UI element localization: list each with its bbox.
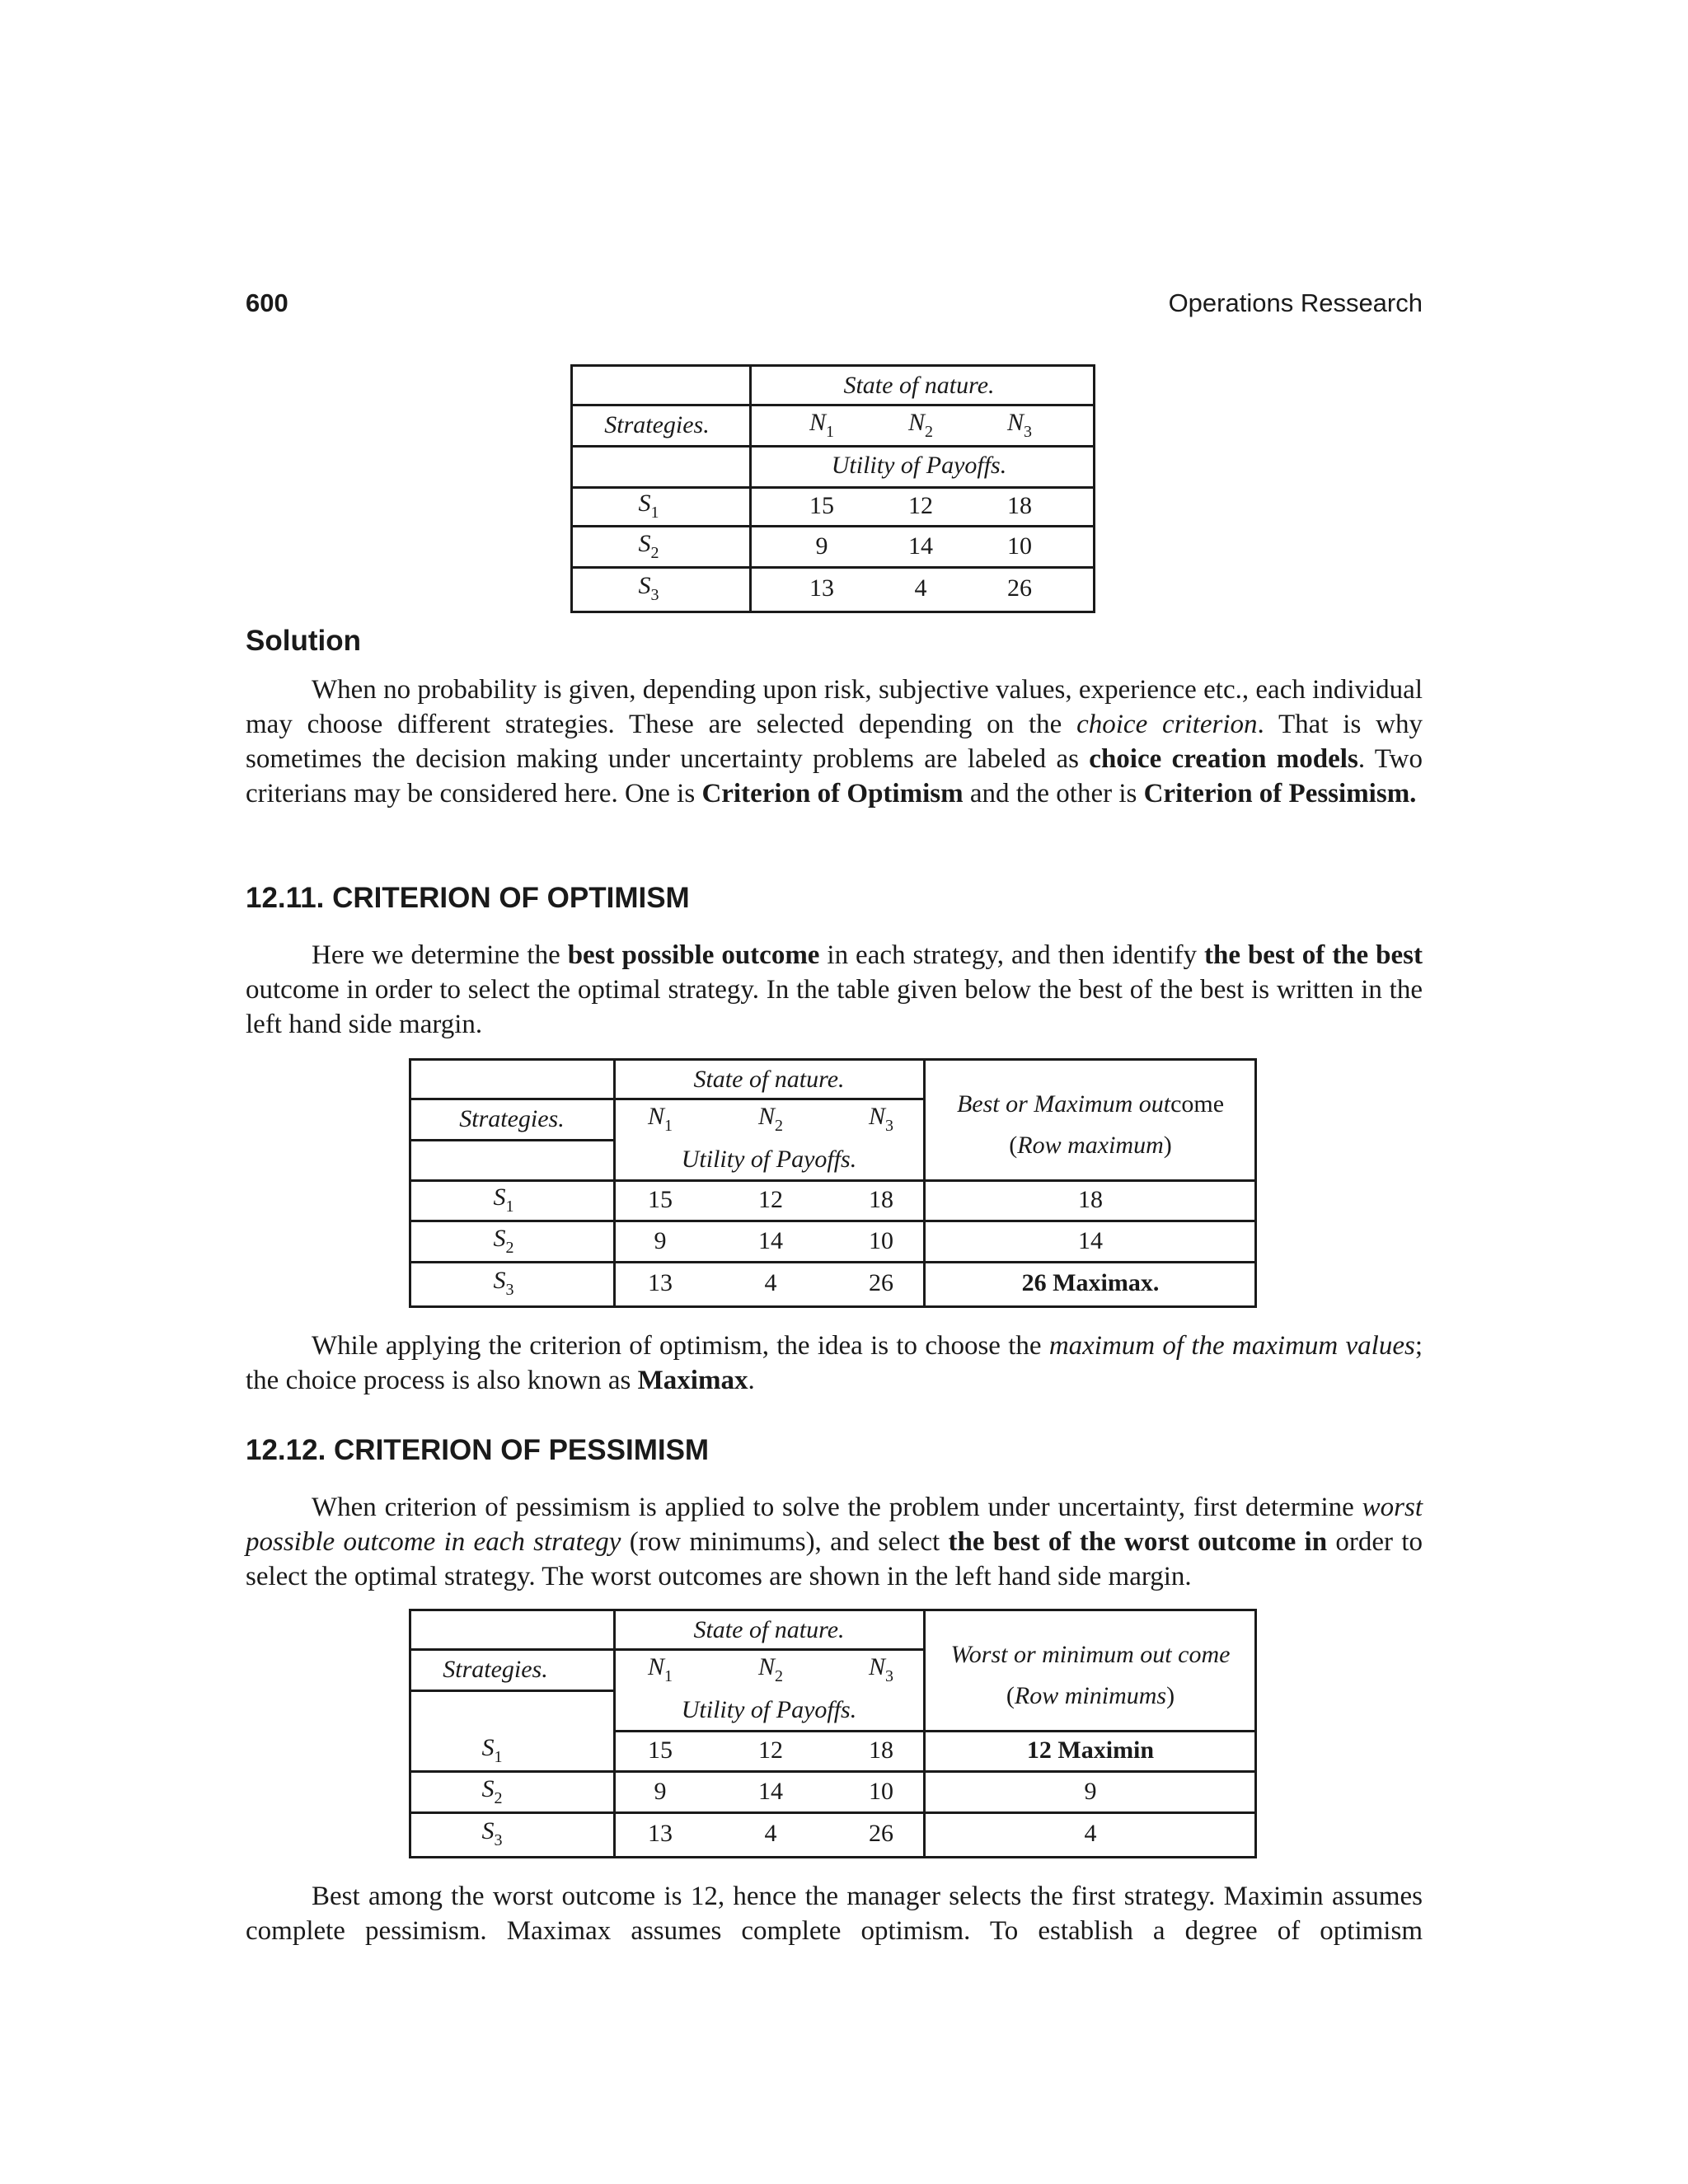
cell: 13	[648, 1269, 673, 1296]
result-header: Worst or minimum out come	[950, 1641, 1231, 1668]
strategies-label: Strategies.	[443, 1656, 548, 1683]
result-cell: 9	[1084, 1778, 1097, 1805]
cell: 15	[648, 1736, 673, 1764]
row-label-s2: $S_2$	[493, 1225, 514, 1257]
row-label-s2: $S_2$	[481, 1775, 503, 1807]
row-label-s3: $S_3$	[638, 572, 659, 604]
payoff-table	[570, 364, 1095, 613]
cell: 10	[869, 1778, 893, 1805]
row-label-s1: $S_1$	[638, 490, 659, 522]
strategies-label: Strategies.	[459, 1105, 565, 1132]
result-cell: 4	[1084, 1820, 1097, 1847]
cell: 18	[869, 1186, 893, 1213]
running-title: Operations Ressearch	[1168, 288, 1423, 317]
cell: 9	[654, 1778, 667, 1805]
cell: 13	[809, 574, 834, 602]
cell: 10	[869, 1227, 893, 1254]
column-header-n3: $N_3$	[1006, 409, 1033, 441]
optimism-paragraph: Here we determine the best possible outcome in each strategy, and then identify the best of the best outcome in order to select the optimal strategy. In the table given below the best of the best is written in the left hand side margin.	[246, 940, 1423, 1039]
maximax-result: 26 Maximax.	[1021, 1269, 1160, 1296]
state-of-nature-label: State of nature.	[843, 372, 995, 399]
pessimism-heading: 12.12. CRITERION OF PESSIMISM	[246, 1434, 710, 1466]
cell: 26	[869, 1269, 893, 1296]
column-header-n3: $N_3$	[868, 1103, 894, 1135]
result-cell: 14	[1078, 1227, 1103, 1254]
cell: 26	[1007, 574, 1032, 602]
cell: 26	[869, 1820, 893, 1847]
column-header-n1: $N_1$	[809, 409, 835, 441]
utility-label: Utility of Payoffs.	[831, 452, 1007, 479]
utility-label: Utility of Payoffs.	[681, 1146, 857, 1173]
solution-paragraph: When no probability is given, depending upon risk, subjective values, experience etc., each individual may choose different strategies. These are selected depending on the choice criterion. That is why sometimes the decision making under uncertainty problems are labeled as choice creation models. Two criterians may be considered here. One is Criterion of Optimism and the other is Criterion of Pessimism.	[246, 675, 1423, 808]
cell: 10	[1007, 532, 1032, 560]
cell: 14	[758, 1778, 783, 1805]
result-cell: 18	[1078, 1186, 1103, 1213]
result-subheader: (Row maximum)	[1009, 1132, 1172, 1159]
cell: 18	[869, 1736, 893, 1764]
cell: 12	[758, 1736, 783, 1764]
column-header-n2: $N_2$	[757, 1103, 784, 1135]
state-of-nature-label: State of nature.	[693, 1066, 845, 1093]
cell: 14	[758, 1227, 783, 1254]
page-number: 600	[246, 288, 288, 317]
row-label-s2: $S_2$	[638, 530, 659, 562]
cell: 14	[908, 532, 933, 560]
cell: 4	[914, 574, 927, 602]
pessimism-paragraph: When criterion of pessimism is applied to solve the problem under uncertainty, first determine worst possible outcome in each strategy (row minimums), and select the best of the worst outcome in order to select the optimal strategy. The worst outcomes are shown in the left hand side margin.	[246, 1493, 1423, 1591]
utility-label: Utility of Payoffs.	[681, 1696, 857, 1723]
result-header: Best or Maximum outcome	[956, 1090, 1225, 1118]
state-of-nature-label: State of nature.	[693, 1616, 845, 1643]
cell: 13	[648, 1820, 673, 1847]
cell: 15	[648, 1186, 673, 1213]
column-header-n1: $N_1$	[647, 1653, 673, 1685]
cell: 12	[908, 492, 933, 519]
row-label-s1: $S_1$	[481, 1734, 503, 1766]
solution-heading: Solution	[246, 625, 361, 657]
cell: 9	[654, 1227, 667, 1254]
row-label-s1: $S_1$	[493, 1183, 514, 1216]
closing-paragraph: Best among the worst outcome is 12, hence the manager selects the first strategy. Maximin assumes complete pessimism. Maximax assumes complete optimism. To establish a degree of optimism	[246, 1882, 1423, 1946]
cell: 18	[1007, 492, 1032, 519]
maximax-table	[409, 1058, 1257, 1308]
maximin-table	[409, 1609, 1257, 1858]
column-header-n2: $N_2$	[907, 409, 934, 441]
optimism-heading: 12.11. CRITERION OF OPTIMISM	[246, 882, 690, 914]
cell: 4	[764, 1269, 777, 1296]
cell: 12	[758, 1186, 783, 1213]
row-label-s3: $S_3$	[481, 1817, 503, 1849]
column-header-n3: $N_3$	[868, 1653, 894, 1685]
cell: 4	[764, 1820, 777, 1847]
cell: 15	[809, 492, 834, 519]
column-header-n1: $N_1$	[647, 1103, 673, 1135]
maximax-paragraph: While applying the criterion of optimism, the idea is to choose the maximum of the maximum values; the choice process is also known as Maximax.	[246, 1331, 1423, 1395]
row-label-s3: $S_3$	[493, 1267, 514, 1299]
column-header-n2: $N_2$	[757, 1653, 784, 1685]
cell: 9	[815, 532, 828, 560]
result-subheader: (Row minimums)	[1006, 1682, 1175, 1709]
maximin-result: 12 Maximin	[1026, 1736, 1155, 1764]
strategies-label: Strategies.	[604, 411, 710, 438]
